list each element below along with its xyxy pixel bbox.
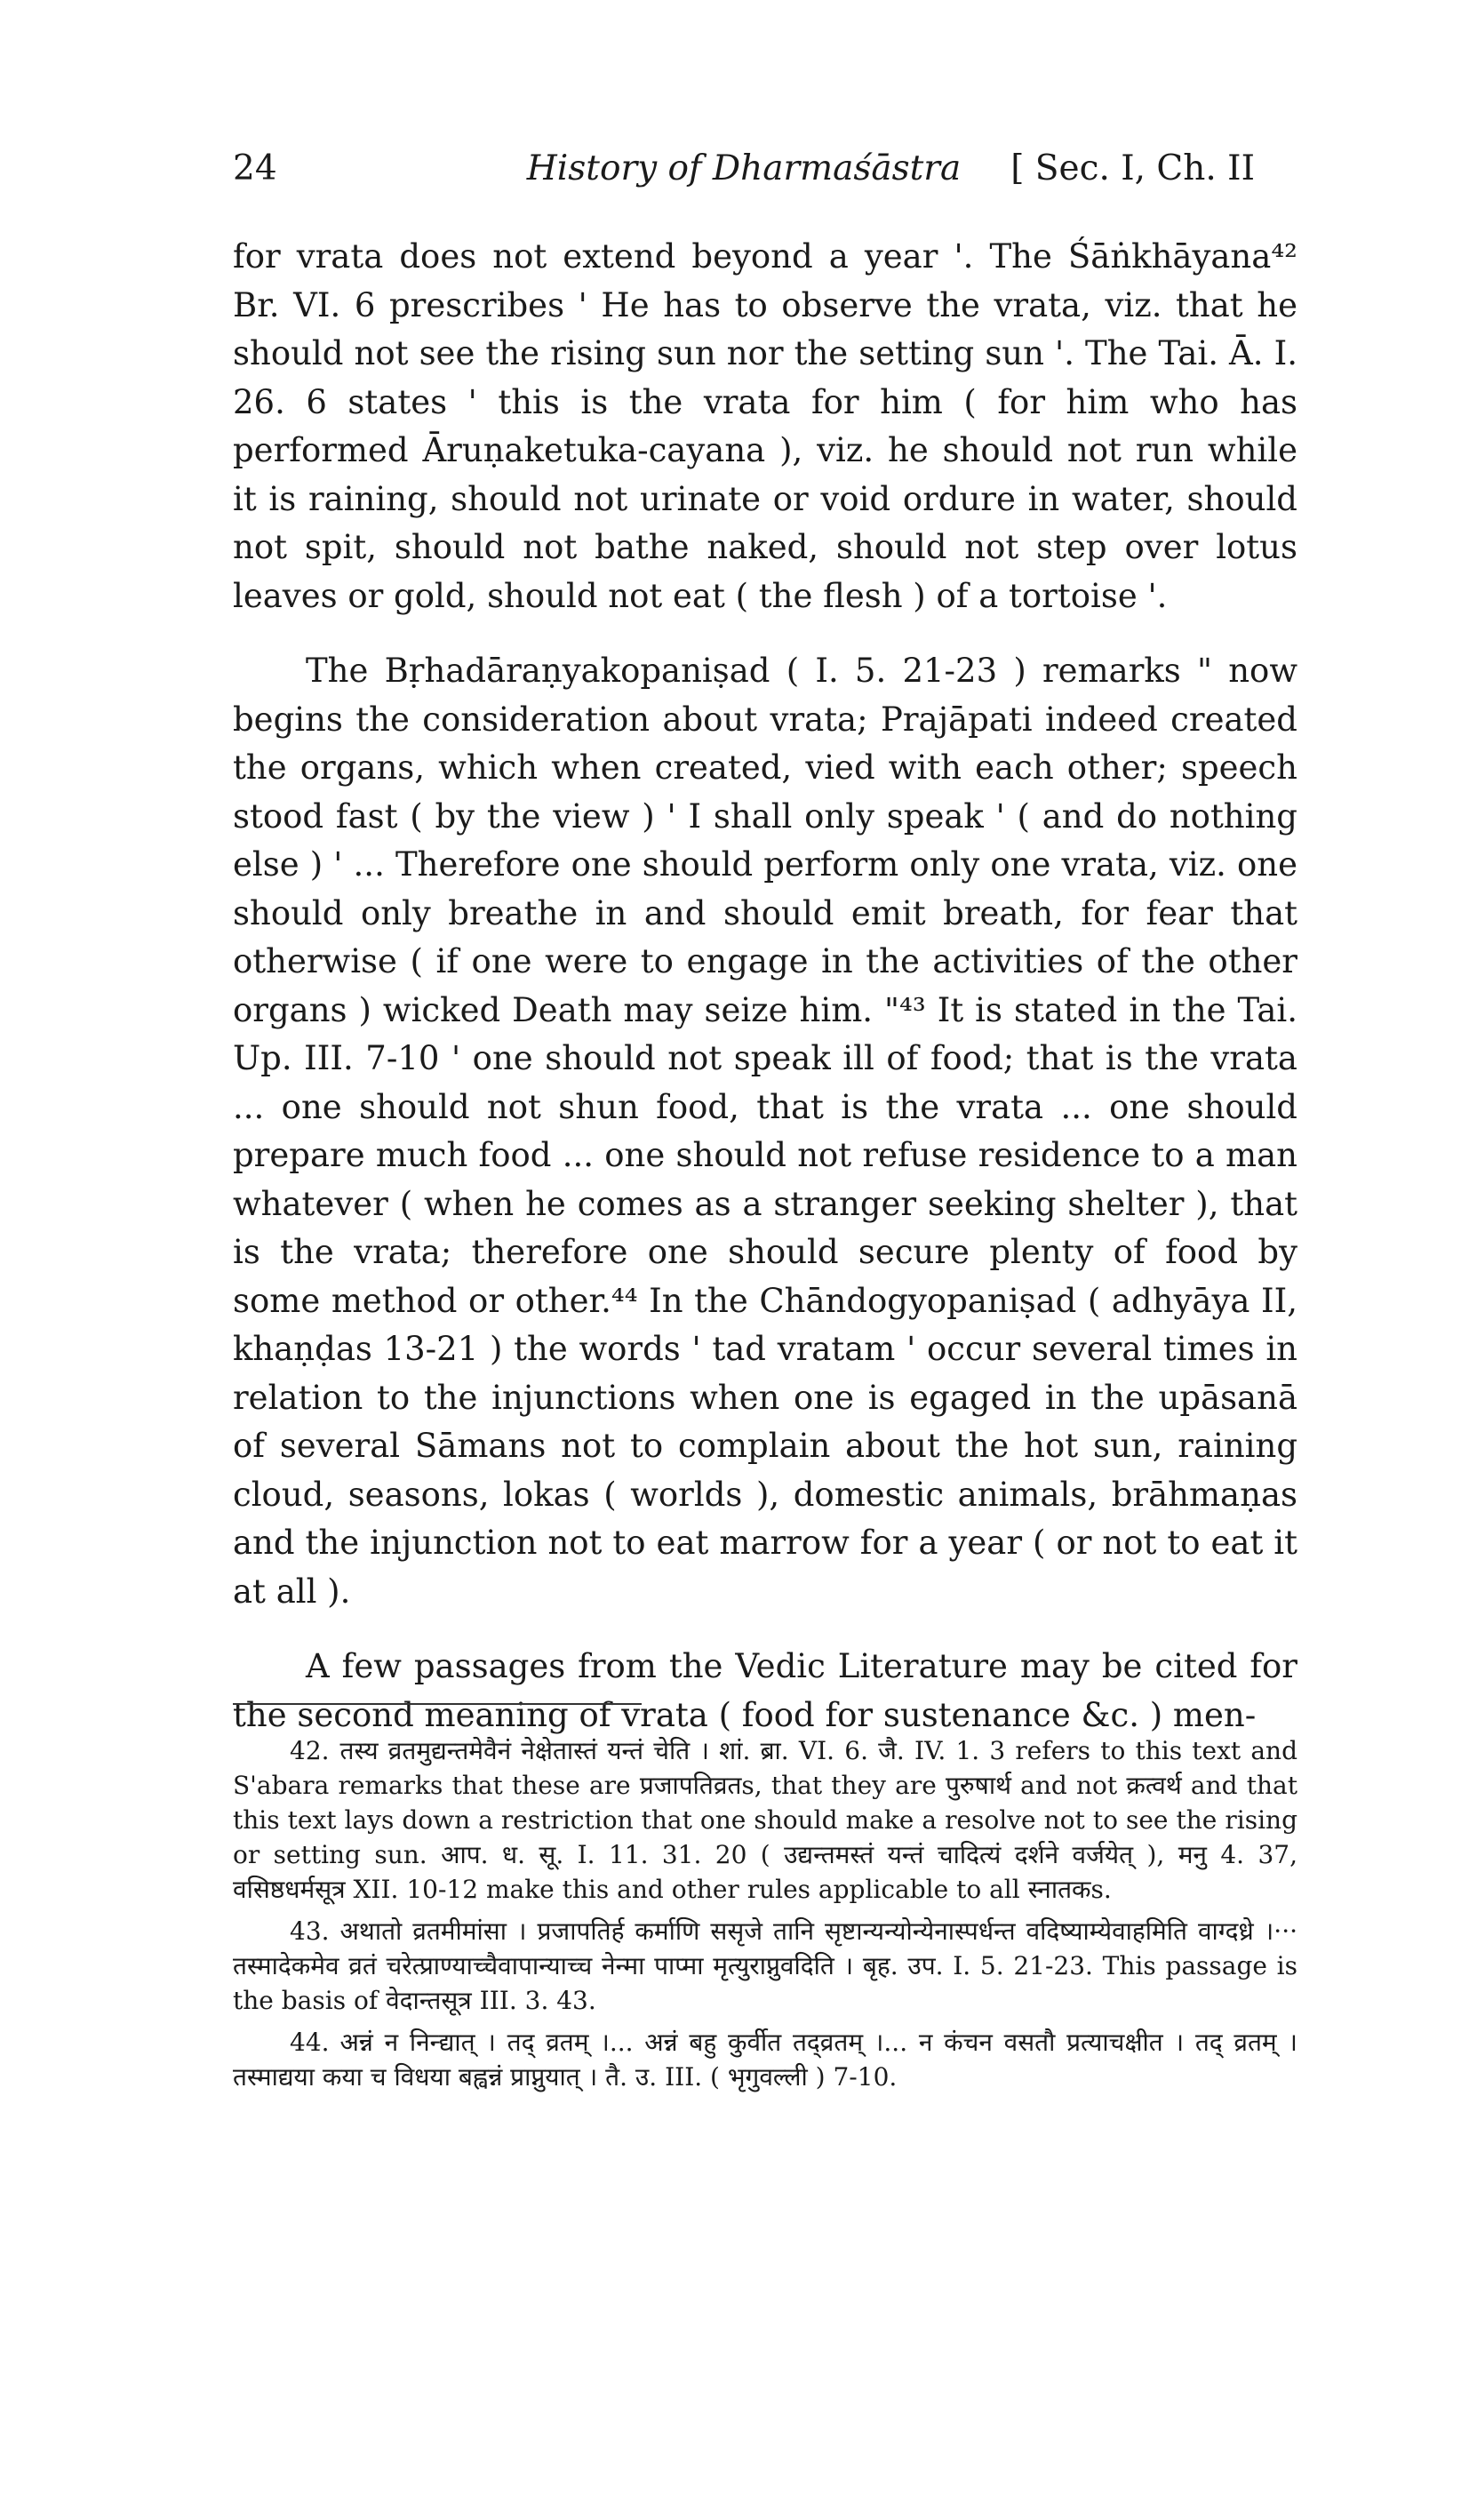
footnote-text: अथातो व्रतमीमांसा । प्रजापतिर्ह कर्माणि ससृजे तानि सृष्टान्यन्योन्येनास्पर्धन्त वदिष्याम्येवाहमिति वाग्दध्रे ।··· तस्मादेकमेव व्रतं चरेत्प्राण्याच्चैवापान्याच्च नेन्मा पाप्मा मृत्युराप्नुवदिति । बृह. उप. I. 5. 21-23. This passage is the basis of वेदान्तसूत्र III. 3. 43. [233,1916,1297,2015]
running-header [233,142,1255,196]
footnote-43 [233,1914,1297,2018]
footnote-number: 42. [290,1736,330,1765]
main-text [233,233,1297,1740]
footnote-44 [233,2025,1297,2094]
footnotes [233,1733,1297,2101]
page-number: 24 [233,148,277,188]
footnote-separator [233,1703,642,1705]
footnote-text: तस्य व्रतमुद्यन्तमेवैनं नेक्षेतास्तं यन्तं चेति । शां. ब्रा. VI. 6. जै. IV. 1. 3 refers to this text and S'abara remarks that these are प्रजापतिव्रतs, that they are पुरुषार्थ and not क्रत्वर्थ and that this text lays down a restriction that one should make a resolve not to see the rising or setting sun. आप. ध. सू. I. 11. 31. 20 ( उद्यन्तमस्तं यन्तं चादित्यं दर्शने वर्जयेत् ), मनु 4. 37, वसिष्ठधर्मसूत्र XII. 10-12 make this and other rules applicable to all स्नातकs. [233,1736,1297,1904]
paragraph-1: for vrata does not extend beyond a year '. The Śāṅkhāyana⁴² Br. VI. 6 prescribes ' He has to observe the vrata, viz. that he should not see the rising sun nor the setting sun '. The Tai. Ā. I. 26. 6 states ' this is the vrata for him ( for him who has performed Āruṇaketuka-cayana ), viz. he should not run while it is raining, should not urinate or void ordure in water, should not spit, should not bathe naked, should not step over lotus leaves or gold, should not eat ( the flesh ) of a tortoise '. [233,237,1297,615]
footnote-number: 44. [290,2028,330,2057]
paragraph-3: A few passages from the Vedic Literature may be cited for the second meaning of vrata ( food for sustenance &c. ) men- [233,1647,1297,1734]
section-reference: [ Sec. I, Ch. II [1010,148,1255,188]
running-title: History of Dharmaśāstra [526,148,962,188]
footnote-42 [233,1733,1297,1907]
footnote-text: अन्नं न निन्द्यात् । तद् व्रतम् ।... अन्नं बहु कुर्वीत तद्व्रतम् ।... न कंचन वसतौ प्रत्याचक्षीत । तद् व्रतम् । तस्माद्यया कया च विधया बह्वन्नं प्राप्नुयात् । तै. उ. III. ( भृगुवल्ली ) 7-10. [233,2028,1297,2092]
footnote-number: 43. [290,1916,330,1946]
paragraph-2: The Bṛhadāraṇyakopaniṣad ( I. 5. 21-23 ) remarks " now begins the consideration about vrata; Prajāpati indeed created the organs, which when created, vied with each other; speech stood fast ( by the view ) ' I shall only speak ' ( and do nothing else ) ' ... Therefore one should perform only one vrata, viz. one should only breathe in and should emit breath, for fear that otherwise ( if one were to engage in the activities of the other organs ) wicked Death may seize him. "⁴³ It is stated in the Tai. Up. III. 7-10 ' one should not speak ill of food; that is the vrata ... one should not shun food, that is the vrata ... one should prepare much food ... one should not refuse residence to a man whatever ( when he comes as a stranger seeking shelter ), that is the vrata; therefore one should secure plenty of food by some method or other.⁴⁴ In the Chāndogyopaniṣad ( adhyāya II, khaṇḍas 13-21 ) the words ' tad vratam ' occur several times in relation to the injunctions when one is egaged in the upāsanā of several Sāmans not to complain about the hot sun, raining cloud, seasons, lokas ( worlds ), domestic animals, brāhmaṇas and the injunction not to eat marrow for a year ( or not to eat it at all ). [233,652,1297,1611]
